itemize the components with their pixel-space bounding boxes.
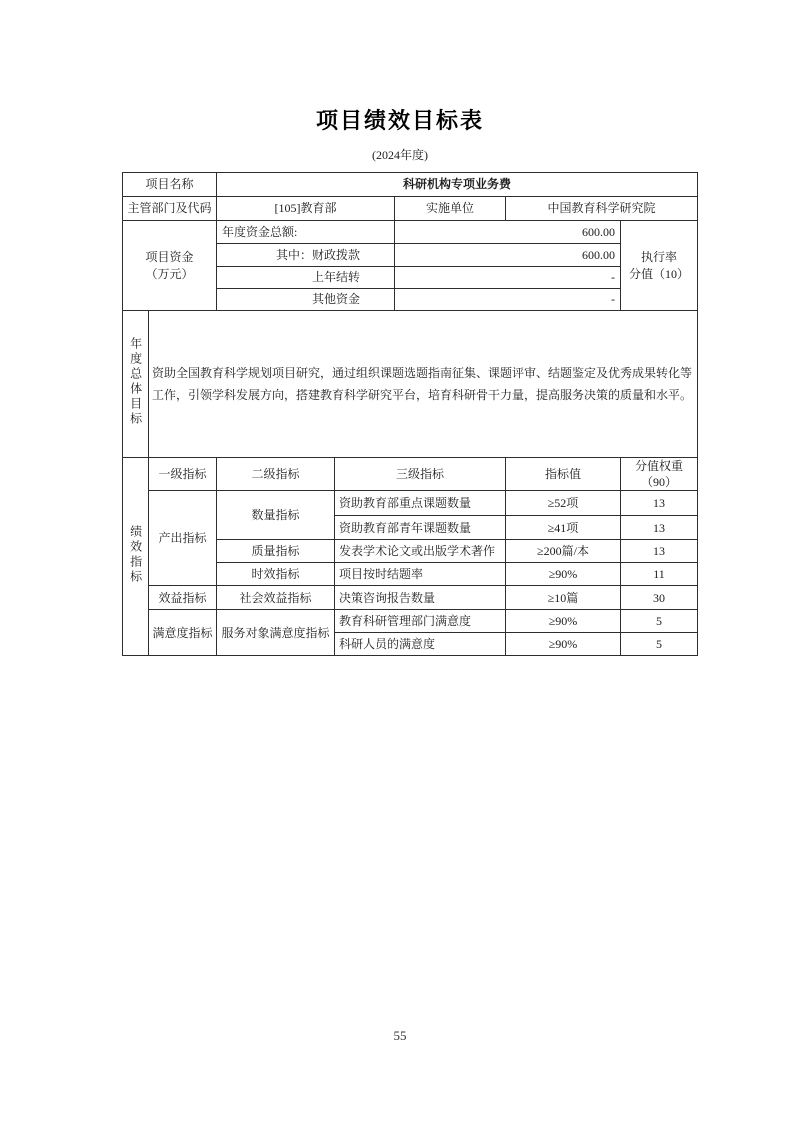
table-row: [123, 610, 698, 633]
execution-rate-line1: 执行率: [641, 250, 678, 265]
funding-label: [123, 221, 217, 311]
indicator-weight: 30: [621, 586, 698, 610]
indicator-value: ≥52项: [506, 491, 621, 516]
annual-goal-text: 资助全国教育科学规划项目研究，通过组织课题选题指南征集、课题评审、结题鉴定及优秀成果转化等工作，引领学科发展方向，搭建教育科学研究平台，培育科研骨干力量，提高服务决策的质量和水平。: [149, 311, 698, 458]
indicators-section-label-text: 绩效指标: [128, 524, 143, 585]
indicator-value: ≥90%: [506, 563, 621, 586]
project-name-label: 项目名称: [123, 173, 217, 197]
impl-unit-value: 中国教育科学研究院: [506, 197, 698, 221]
impl-unit-label: 实施单位: [395, 197, 506, 221]
indicator-value: ≥41项: [506, 516, 621, 540]
page-subtitle: (2024年度): [372, 148, 428, 162]
execution-rate-line2: 分值（10）: [629, 266, 690, 281]
level3-indicator: 资助教育部青年课题数量: [335, 516, 506, 540]
funding-fiscal-value: 600.00: [395, 244, 621, 267]
level1-benefit: 效益指标: [149, 586, 217, 610]
funding-label-line2: （万元）: [145, 266, 194, 281]
indicator-value: ≥90%: [506, 610, 621, 633]
header-weight-line1: 分值权重: [635, 459, 684, 473]
level2-quantity: 数量指标: [217, 491, 335, 540]
level3-indicator: 资助教育部重点课题数量: [335, 491, 506, 516]
level1-output: 产出指标: [149, 491, 217, 586]
indicator-weight: 5: [621, 610, 698, 633]
table-row: [123, 586, 698, 610]
execution-rate-score-label: [621, 221, 698, 311]
funding-total-label: 年度资金总额:: [217, 221, 395, 244]
indicator-value: ≥200篇/本: [506, 540, 621, 563]
funding-carryover-label: 上年结转: [217, 267, 395, 289]
header-weight-line2: （90）: [641, 475, 678, 490]
annual-goal-label: [123, 311, 149, 458]
header-weight: [621, 458, 698, 491]
funding-other-value: -: [395, 289, 621, 311]
level3-indicator: 科研人员的满意度: [335, 633, 506, 656]
level2-social-benefit: 社会效益指标: [217, 586, 335, 610]
indicators-section-label: [123, 458, 149, 656]
project-name-value: 科研机构专项业务费: [217, 173, 698, 197]
table-row: [123, 491, 698, 516]
funding-carryover-value: -: [395, 267, 621, 289]
header-level1: 一级指标: [149, 458, 217, 491]
funding-total-value: 600.00: [395, 221, 621, 244]
funding-label-line1: 项目资金: [145, 250, 194, 265]
dept-code-value: [105]教育部: [217, 197, 395, 221]
header-level3: 三级指标: [335, 458, 506, 491]
indicator-weight: 13: [621, 491, 698, 516]
indicator-weight: 13: [621, 540, 698, 563]
level3-indicator: 决策咨询报告数量: [335, 586, 506, 610]
indicator-weight: 11: [621, 563, 698, 586]
indicator-value: ≥90%: [506, 633, 621, 656]
level2-quality: 质量指标: [217, 540, 335, 563]
indicator-weight: 5: [621, 633, 698, 656]
page-title: 项目绩效目标表: [315, 108, 484, 133]
level2-service-satisfaction: 服务对象满意度指标: [217, 610, 335, 656]
level3-indicator: 教育科研管理部门满意度: [335, 610, 506, 633]
page-number: 55: [393, 1028, 407, 1043]
header-level2: 二级指标: [217, 458, 335, 491]
dept-code-label: 主管部门及代码: [123, 197, 217, 221]
indicator-weight: 13: [621, 516, 698, 540]
funding-fiscal-label: 其中：财政拨款: [217, 244, 395, 267]
annual-goal-label-text: 年度总体目标: [128, 336, 143, 427]
indicator-value: ≥10篇: [506, 586, 621, 610]
level2-timeliness: 时效指标: [217, 563, 335, 586]
level3-indicator: 项目按时结题率: [335, 563, 506, 586]
header-value: 指标值: [506, 458, 621, 491]
level1-satisfaction: 满意度指标: [149, 610, 217, 656]
performance-target-table: [122, 172, 698, 656]
level3-indicator: 发表学术论文或出版学术著作: [335, 540, 506, 563]
funding-other-label: 其他资金: [217, 289, 395, 311]
